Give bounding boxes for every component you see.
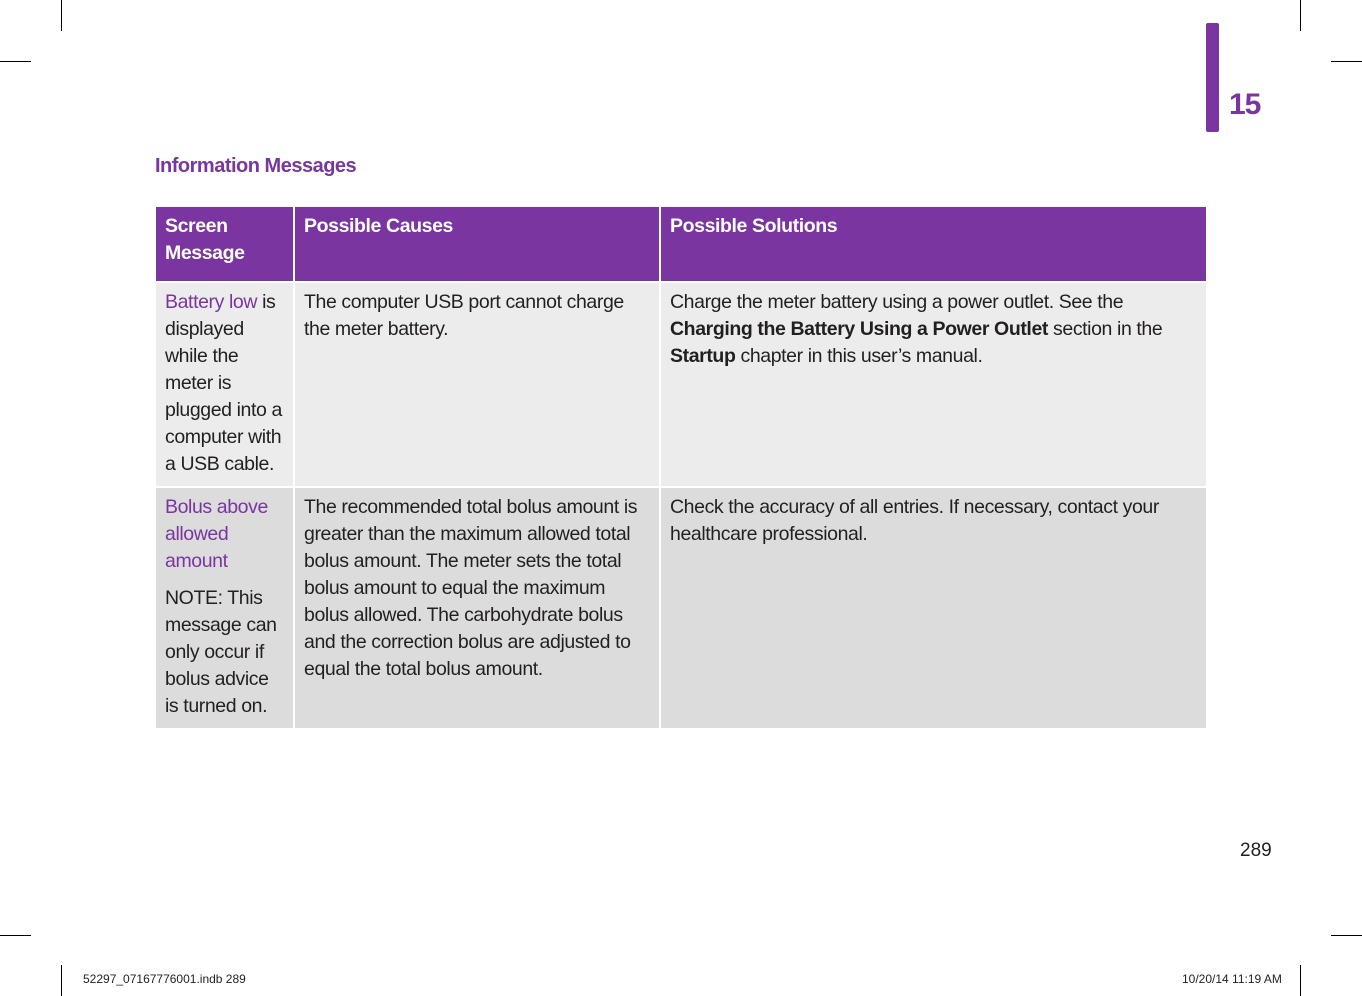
crop-mark [1300, 0, 1301, 31]
screen-message-cell [156, 282, 294, 487]
solution-text: Charge the meter battery using a power outlet. See the [670, 291, 1124, 313]
crop-mark [1331, 61, 1362, 62]
solution-text: chapter in this user’s manual. [735, 345, 983, 367]
screen-message-name: Battery low [165, 291, 258, 313]
crop-mark [61, 0, 62, 31]
table-row [156, 487, 1206, 728]
header-screen-message: Screen Message [156, 207, 294, 282]
possible-solution-cell: Check the accuracy of all entries. If necessary, contact your healthcare professional. [660, 487, 1206, 728]
chapter-tab-bar [1206, 23, 1219, 132]
print-slug-file: 52297_07167776001.indb 289 [83, 972, 246, 986]
possible-solution-cell [660, 282, 1206, 487]
header-possible-solutions: Possible Solutions [660, 207, 1206, 282]
crop-mark [1300, 965, 1301, 996]
table-header-row [156, 207, 1206, 282]
screen-message-description: is displayed while the meter is plugged into a computer with a USB cable. [165, 291, 282, 475]
possible-cause-cell: The computer USB port cannot charge the meter battery. [294, 282, 660, 487]
possible-cause-cell: The recommended total bolus amount is greater than the maximum allowed total bolus amount. The meter sets the total bolus amount to equal the maximum bolus allowed. The carbohydrate bolus and the correction bolus are adjusted to equal the total bolus amount. [294, 487, 660, 728]
crop-mark [61, 965, 62, 996]
crop-mark [0, 61, 31, 62]
crop-mark [1331, 935, 1362, 936]
screen-message-name: Bolus above allowed amount [165, 496, 268, 572]
solution-reference-chapter: Startup [670, 345, 736, 367]
solution-text: section in the [1048, 318, 1163, 340]
page-number: 289 [1240, 840, 1272, 861]
header-possible-causes: Possible Causes [294, 207, 660, 282]
table-row [156, 282, 1206, 487]
section-title: Information Messages [155, 155, 357, 177]
solution-reference-section: Charging the Battery Using a Power Outlet [670, 318, 1048, 340]
messages-table [156, 207, 1206, 728]
screen-message-cell [156, 487, 294, 728]
screen-message-note: NOTE: This message can only occur if bolus advice is turned on. [165, 587, 277, 717]
print-slug-date: 10/20/14 11:19 AM [1182, 972, 1282, 986]
crop-mark [0, 935, 31, 936]
chapter-number: 15 [1229, 88, 1261, 121]
